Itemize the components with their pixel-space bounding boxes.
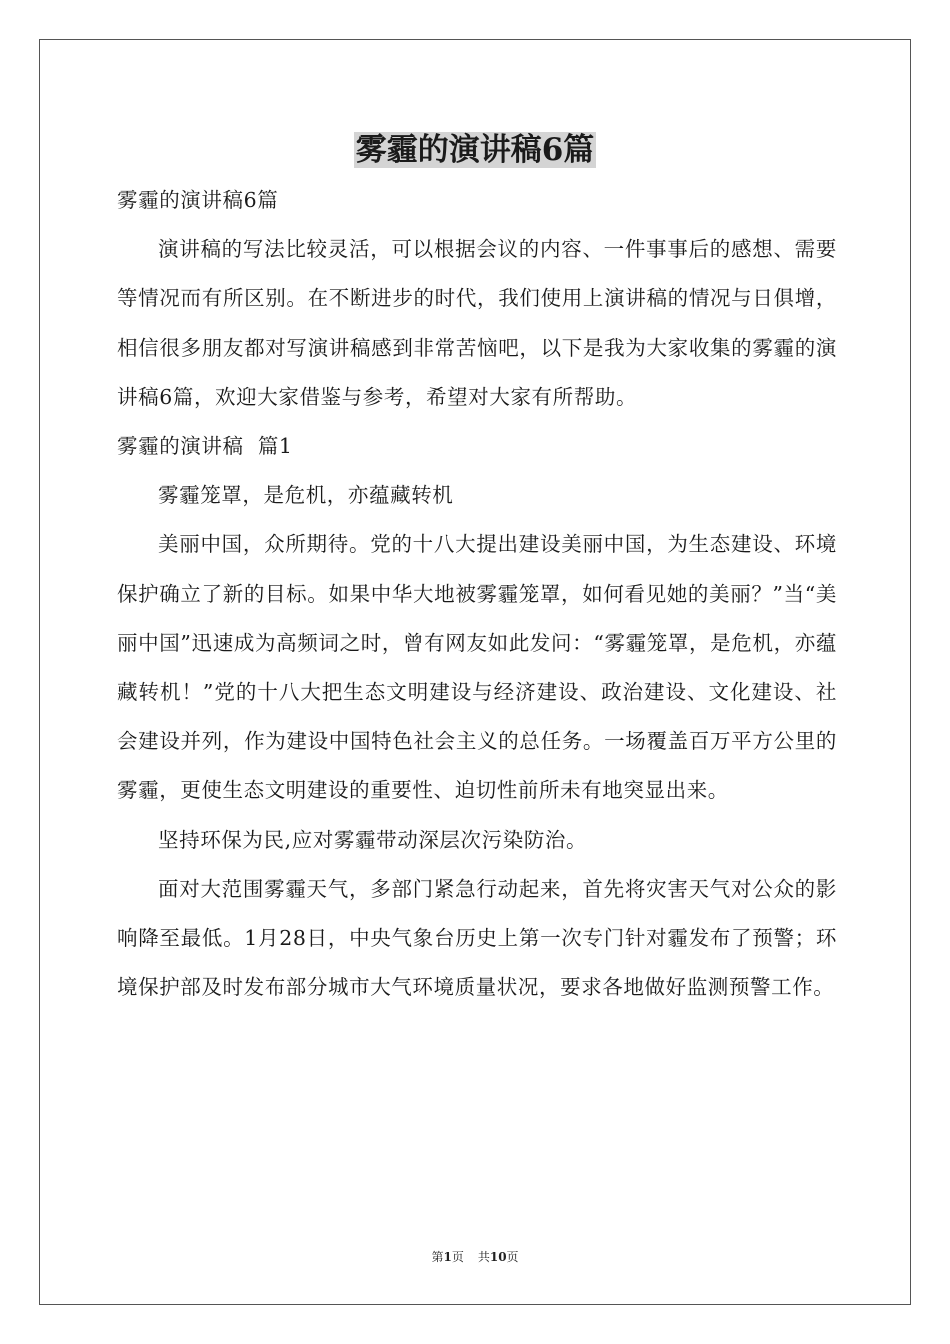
page-number: 1 (443, 1250, 452, 1264)
document-body (117, 176, 837, 1012)
paragraph-lead: 雾霾笼罩，是危机，亦蕴藏转机 (158, 483, 454, 508)
page-suffix: 页 (451, 1250, 464, 1264)
total-suffix: 页 (506, 1250, 519, 1264)
total-prefix: 共 (477, 1250, 490, 1264)
total-pages: 10 (489, 1250, 507, 1264)
document-subtitle: 雾霾的演讲稿6篇 (117, 188, 279, 212)
document-title (0, 126, 950, 174)
paragraph: 面对大范围雾霾天气，多部门紧急行动起来，首先将灾害天气对公众的影响降至最低。1月28日，中央气象台历史上第一次专门针对霾发布了预警；环境保护部及时发布部分城市大气环境质量状况，要求各地做好监测预警工作。 (117, 876, 837, 1000)
section-heading: 雾霾的演讲稿 篇1 (117, 434, 293, 459)
paragraph: 坚持环保为民,应对雾霾带动深层次污染防治。 (158, 827, 588, 852)
paragraph: 美丽中国，众所期待。党的十八大提出建设美丽中国，为生态建设、环境保护确立了新的目标。如果中华大地被雾霾笼罩，如何看见她的美丽？”当“美丽中国”迅速成为高频词之时，曾有网友如此发问：“雾霾笼罩，是危机，亦蕴藏转机！”党的十八大把生态文明建设与经济建设、政治建设、文化建设、社会建设并列，作为建设中国特色社会主义的总任务。一场覆盖百万平方公里的雾霾，更使生态文明建设的重要性、迫切性前所未有地突显出来。 (117, 532, 837, 803)
page-footer (0, 1248, 950, 1265)
document-title-text: 雾霾的演讲稿6篇 (355, 132, 595, 168)
page-prefix: 第 (431, 1250, 444, 1264)
intro-paragraph: 演讲稿的写法比较灵活，可以根据会议的内容、一件事事后的感想、需要等情况而有所区别。在不断进步的时代，我们使用上演讲稿的情况与日俱增，相信很多朋友都对写演讲稿感到非常苦恼吧，以下是我为大家收集的雾霾的演讲稿6篇，欢迎大家借鉴与参考，希望对大家有所帮助。 (117, 237, 837, 409)
